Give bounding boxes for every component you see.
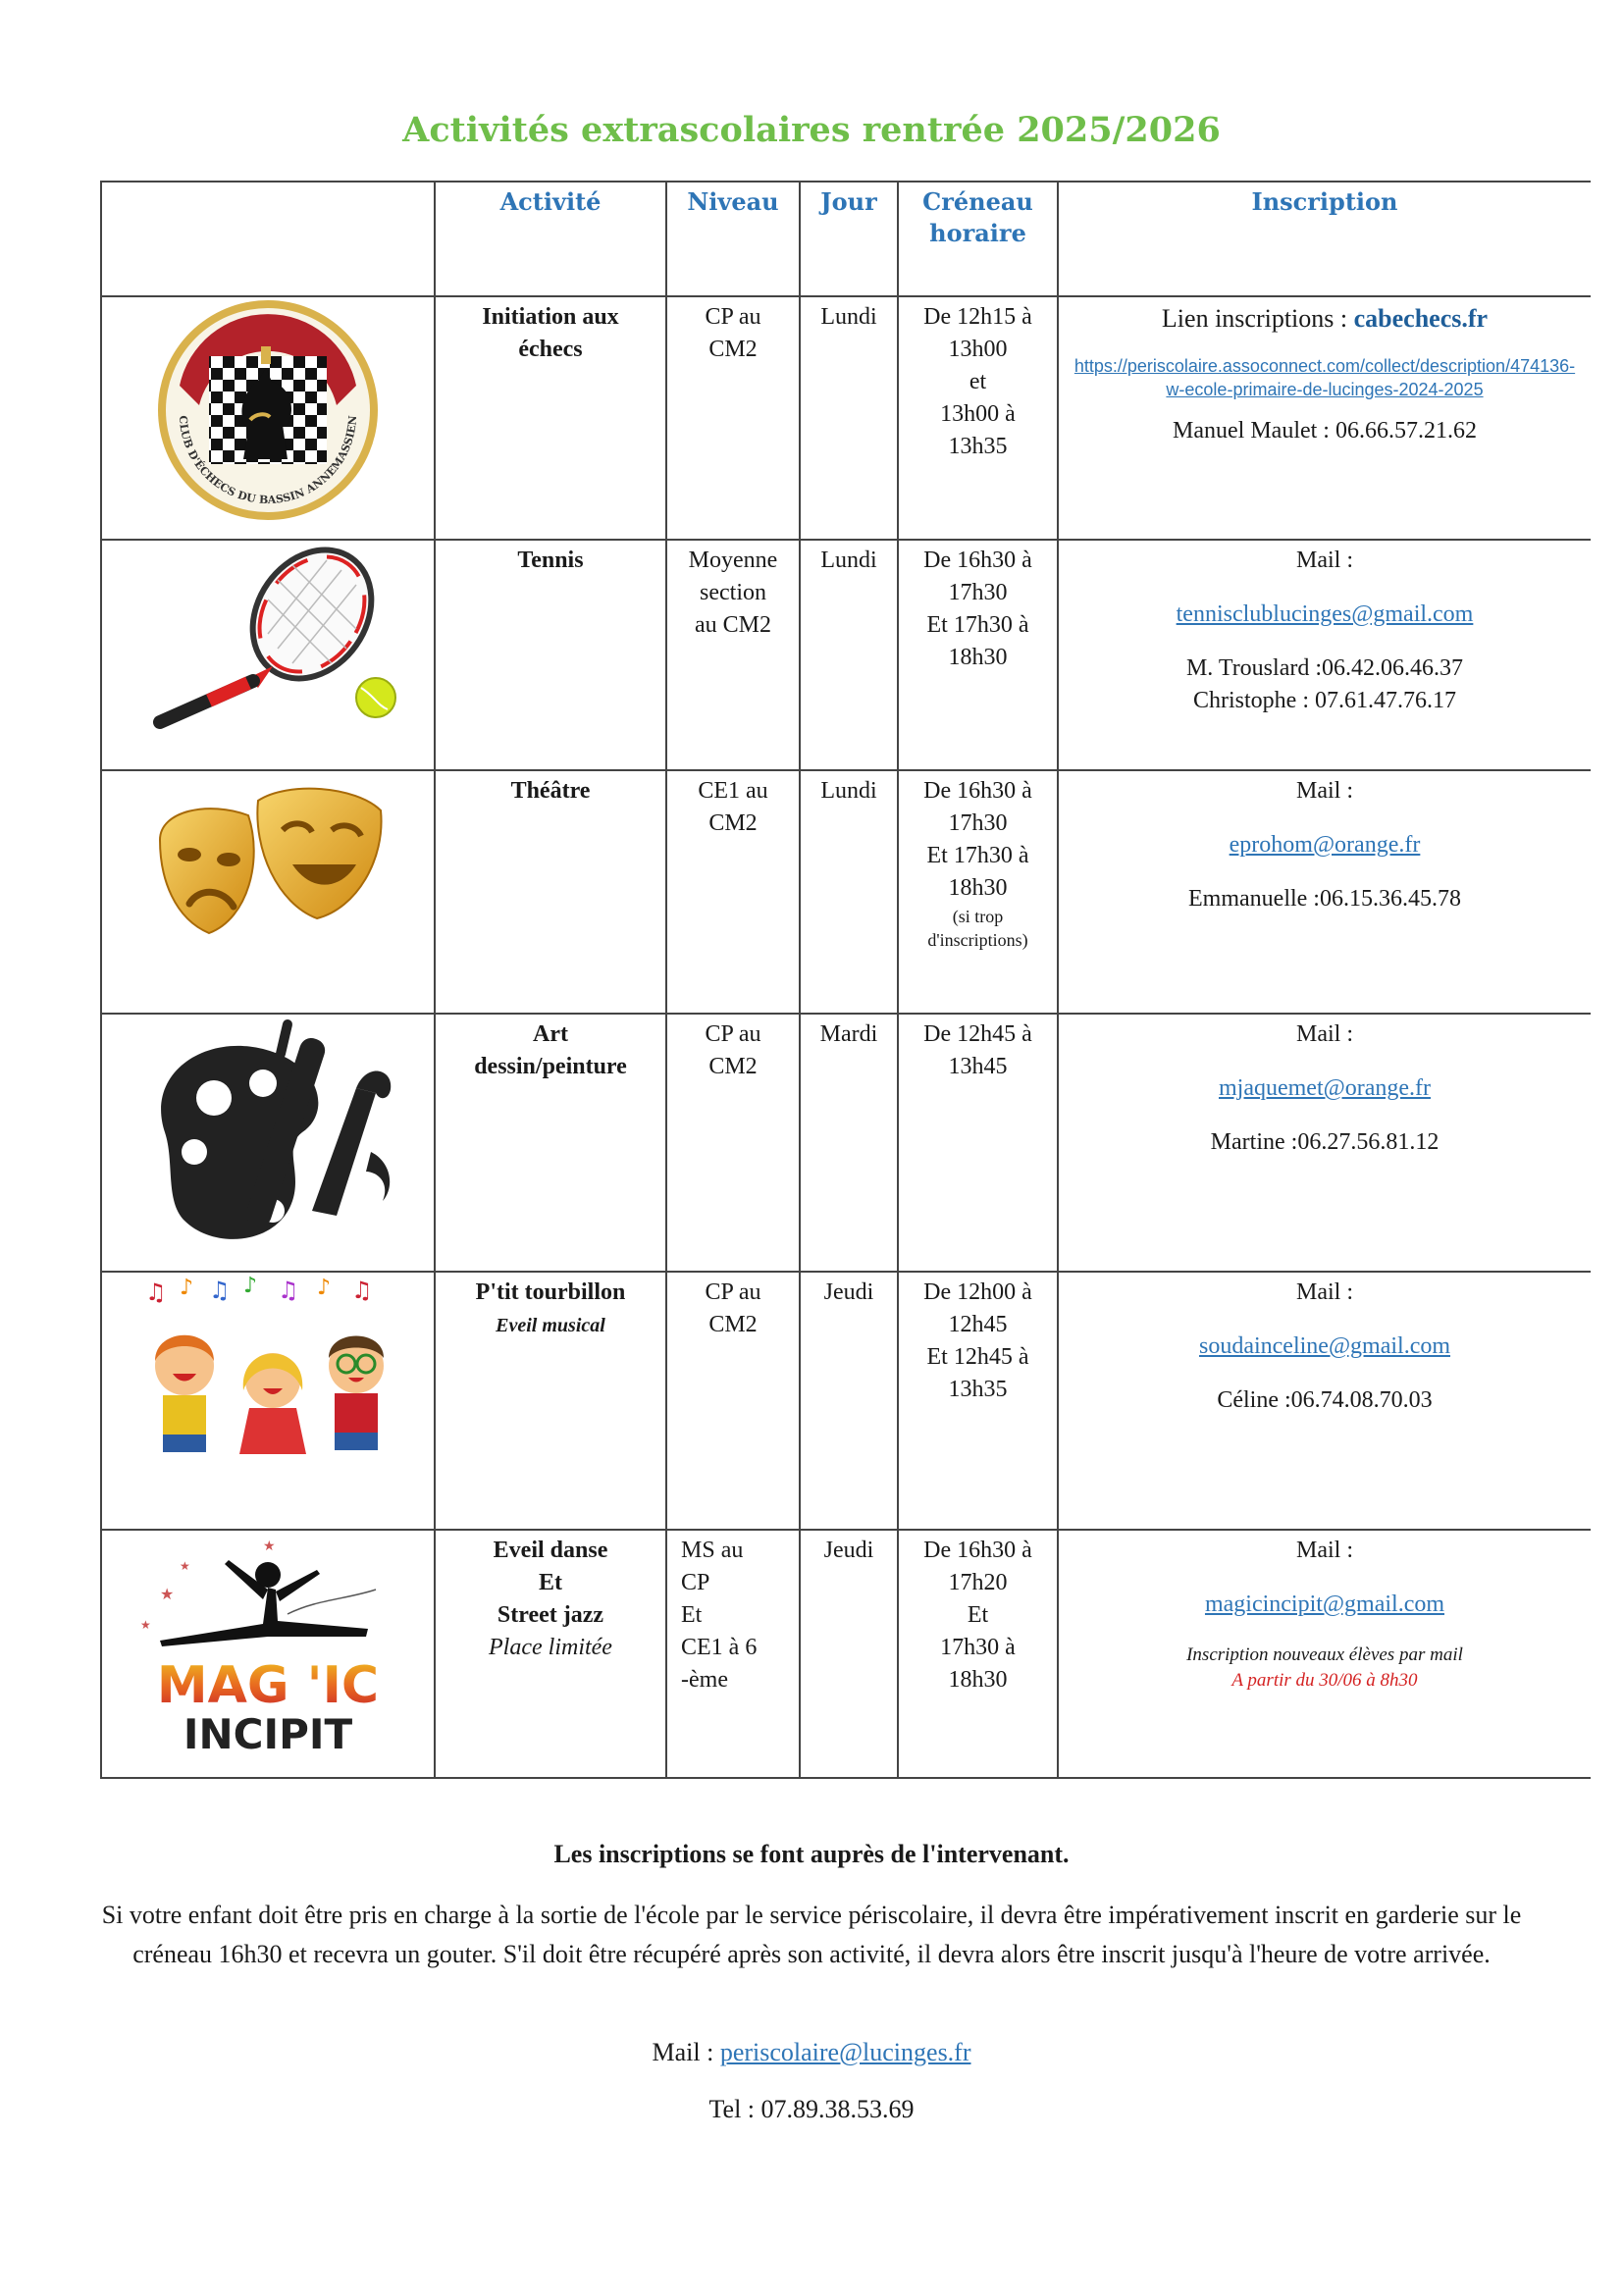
mail-label: Mail : [1296,548,1353,573]
level-cell [666,1014,800,1272]
level-line: CM2 [708,1312,758,1337]
activity-name: Théâtre [435,770,666,1014]
footer-mail-link[interactable]: periscolaire@lucinges.fr [719,2038,971,2066]
timeslot-line: De 12h45 à [923,1021,1032,1047]
level-line: -ème [681,1667,728,1693]
header-niveau: Niveau [666,182,800,296]
registration-url-link[interactable] [1059,354,1591,401]
svg-text:★: ★ [263,1539,276,1554]
timeslot-line: De 12h00 à [923,1279,1032,1305]
day-cell: Lundi [800,296,898,540]
table-row [101,1530,1591,1778]
activity-name [435,1272,666,1530]
level-line: CP au [705,304,761,330]
email-link[interactable]: mjaquemet@orange.fr [1218,1075,1431,1101]
logo-text-incipit: INCIPIT [183,1710,353,1756]
chess-knight-icon [140,297,395,523]
activities-table [100,181,1591,1779]
svg-text:♫: ♫ [209,1277,231,1304]
timeslot-line: De 12h15 à [923,304,1032,330]
dancer-logo-icon [121,1531,415,1756]
header-empty [101,182,435,296]
day-cell: Jeudi [800,1272,898,1530]
header-inscription: Inscription [1058,182,1591,296]
inscription-cell [1058,1272,1591,1530]
footer-paragraph: Si votre enfant doit être pris en charge à la sortie de l'école par le service périscolaire, il devra être impérativement inscrit en garderie sur le créneau 16h30 et recevra un gouter. S'il doit être récupéré après son activité, il devra alors être inscrit jusqu'à l'heure de votre arrivée. [101,1901,1522,1968]
timeslot-line: 17h30 [948,810,1008,836]
activity-subtitle: Eveil musical [496,1315,605,1336]
tennis-racket-icon [131,541,405,737]
logo-text-magic: MAG 'IC [156,1656,380,1715]
email-link[interactable]: eprohom@orange.fr [1229,832,1421,858]
level-line: CE1 à 6 [681,1635,758,1660]
header-creneau-line1: Créneau [922,187,1033,216]
svg-text:★: ★ [180,1559,190,1573]
note-line: d'inscriptions) [927,930,1028,950]
svg-text:★: ★ [160,1585,175,1603]
level-line: CM2 [708,1054,758,1079]
activity-note: Place limitée [489,1635,612,1660]
activity-line: Eveil danse [493,1538,608,1563]
email-link[interactable]: magicincipit@gmail.com [1204,1592,1445,1617]
timeslot-line: 13h45 [948,1054,1008,1079]
url-line: https://periscolaire.assoconnect.com/collect/description/474136- [1073,356,1576,376]
timeslot-line: 13h35 [948,434,1008,459]
level-line: CP [681,1570,710,1595]
level-line: Et [681,1602,703,1628]
activity-line: Art [533,1021,568,1047]
timeslot-line: De 16h30 à [923,778,1032,804]
svg-text:♫: ♫ [278,1277,299,1304]
tennis-image [101,540,435,770]
table-row [101,296,1591,540]
contact-line: Christophe : 07.61.47.76.17 [1193,688,1456,713]
day-cell: Mardi [800,1014,898,1272]
activity-name [435,1530,666,1778]
page-title: Activités extrascolaires rentrée 2025/2026 [402,110,1221,150]
svg-text:♫: ♫ [351,1277,373,1304]
day-cell: Lundi [800,770,898,1014]
level-line: CP au [705,1021,761,1047]
mail-label: Mail : [1296,778,1353,804]
header-creneau [898,182,1058,296]
chess-site-link[interactable]: cabechecs.fr [1353,304,1489,333]
timeslot-line: 18h30 [948,875,1008,901]
level-cell [666,1530,800,1778]
table-header-row [101,182,1591,296]
inscription-cell [1058,770,1591,1014]
art-image [101,1014,435,1272]
timeslot-line: Et 17h30 à [926,843,1029,868]
timeslot-cell [898,1272,1058,1530]
activity-line: dessin/peinture [474,1054,627,1079]
footer-mail [0,2033,1623,2072]
theatre-image [101,770,435,1014]
timeslot-cell [898,1014,1058,1272]
registration-date-note: A partir du 30/06 à 8h30 [1231,1670,1418,1691]
contact-line: M. Trouslard :06.42.06.46.37 [1185,655,1464,681]
activity-name [435,1014,666,1272]
table-row [101,770,1591,1014]
contact-line: Manuel Maulet : 06.66.57.21.62 [1173,418,1477,444]
timeslot-line: 17h30 [948,580,1008,605]
header-jour: Jour [800,182,898,296]
level-line: section [700,580,766,605]
level-cell [666,1272,800,1530]
chess-club-logo [101,296,435,540]
contact-line: Céline :06.74.08.70.03 [1217,1387,1433,1413]
day-cell: Jeudi [800,1530,898,1778]
level-line: Moyenne [688,548,778,573]
svg-text:♪: ♪ [180,1276,194,1300]
paint-palette-icon [126,1015,410,1260]
activity-name [435,296,666,540]
svg-text:♪: ♪ [243,1274,258,1298]
day-cell: Lundi [800,540,898,770]
level-line: CM2 [708,337,758,362]
timeslot-line: De 16h30 à [923,1538,1032,1563]
timeslot-note [899,905,1057,952]
inscription-cell [1058,296,1591,540]
level-cell [666,540,800,770]
timeslot-line: Et 17h30 à [926,612,1029,638]
theatre-masks-icon [140,771,395,948]
timeslot-cell [898,540,1058,770]
activity-name: Tennis [435,540,666,770]
timeslot-line: et [969,369,987,394]
inscription-prefix: Lien inscriptions : [1161,304,1354,333]
email-link[interactable]: soudainceline@gmail.com [1198,1333,1451,1359]
svg-text:♫: ♫ [145,1278,167,1306]
singing-children-icon [126,1273,410,1469]
inscription-cell [1058,1530,1591,1778]
chess-logo-arc-text: CLUB D'ÉCHECS DU BASSIN ANNEMASSIEN [176,415,360,507]
level-cell [666,770,800,1014]
timeslot-line: Et [967,1602,989,1628]
timeslot-cell [898,296,1058,540]
svg-text:♪: ♪ [317,1276,332,1300]
table-row [101,1014,1591,1272]
level-line: MS au [681,1538,744,1563]
inscription-cell [1058,540,1591,770]
mail-label: Mail : [1296,1021,1353,1047]
note-line: (si trop [952,907,1004,926]
timeslot-line: 12h45 [948,1312,1008,1337]
footer-bold-note: Les inscriptions se font auprès de l'intervenant. [553,1840,1070,1868]
contact-line: Emmanuelle :06.15.36.45.78 [1188,886,1461,912]
level-line: CP au [705,1279,761,1305]
footer-tel: Tel : 07.89.38.53.69 [708,2095,915,2123]
level-line: CM2 [708,810,758,836]
timeslot-line: 18h30 [948,1667,1008,1693]
activity-line: P'tit tourbillon [475,1279,626,1305]
registration-note: Inscription nouveaux élèves par mail [1186,1644,1463,1665]
email-link[interactable]: tennisclublucinges@gmail.com [1176,601,1474,627]
table-row [101,1272,1591,1530]
header-activite: Activité [435,182,666,296]
mail-label: Mail : [1296,1279,1353,1305]
level-line: au CM2 [695,612,771,638]
footer-mail-label: Mail : [652,2038,720,2066]
activity-line: échecs [518,337,583,362]
level-cell [666,296,800,540]
timeslot-line: 17h20 [948,1570,1008,1595]
timeslot-line: 17h30 à [940,1635,1016,1660]
table-row [101,540,1591,770]
timeslot-line: 13h35 [948,1377,1008,1402]
timeslot-cell [898,770,1058,1014]
mail-label: Mail : [1296,1538,1353,1563]
timeslot-cell [898,1530,1058,1778]
timeslot-line: 18h30 [948,645,1008,670]
activity-line: Street jazz [497,1602,604,1628]
header-creneau-line2: horaire [929,219,1026,247]
timeslot-line: De 16h30 à [923,548,1032,573]
magicincipit-logo [101,1530,435,1778]
inscription-cell [1058,1014,1591,1272]
activity-line: Initiation aux [482,304,619,330]
activity-line: Et [539,1570,562,1595]
url-line: w-ecole-primaire-de-lucinges-2024-2025 [1166,380,1484,399]
level-line: CE1 au [698,778,768,804]
contact-line: Martine :06.27.56.81.12 [1210,1129,1440,1155]
timeslot-line: Et 12h45 à [926,1344,1029,1370]
music-kids-image [101,1272,435,1530]
svg-text:★: ★ [140,1618,151,1632]
timeslot-line: 13h00 [948,337,1008,362]
timeslot-line: 13h00 à [940,401,1016,427]
